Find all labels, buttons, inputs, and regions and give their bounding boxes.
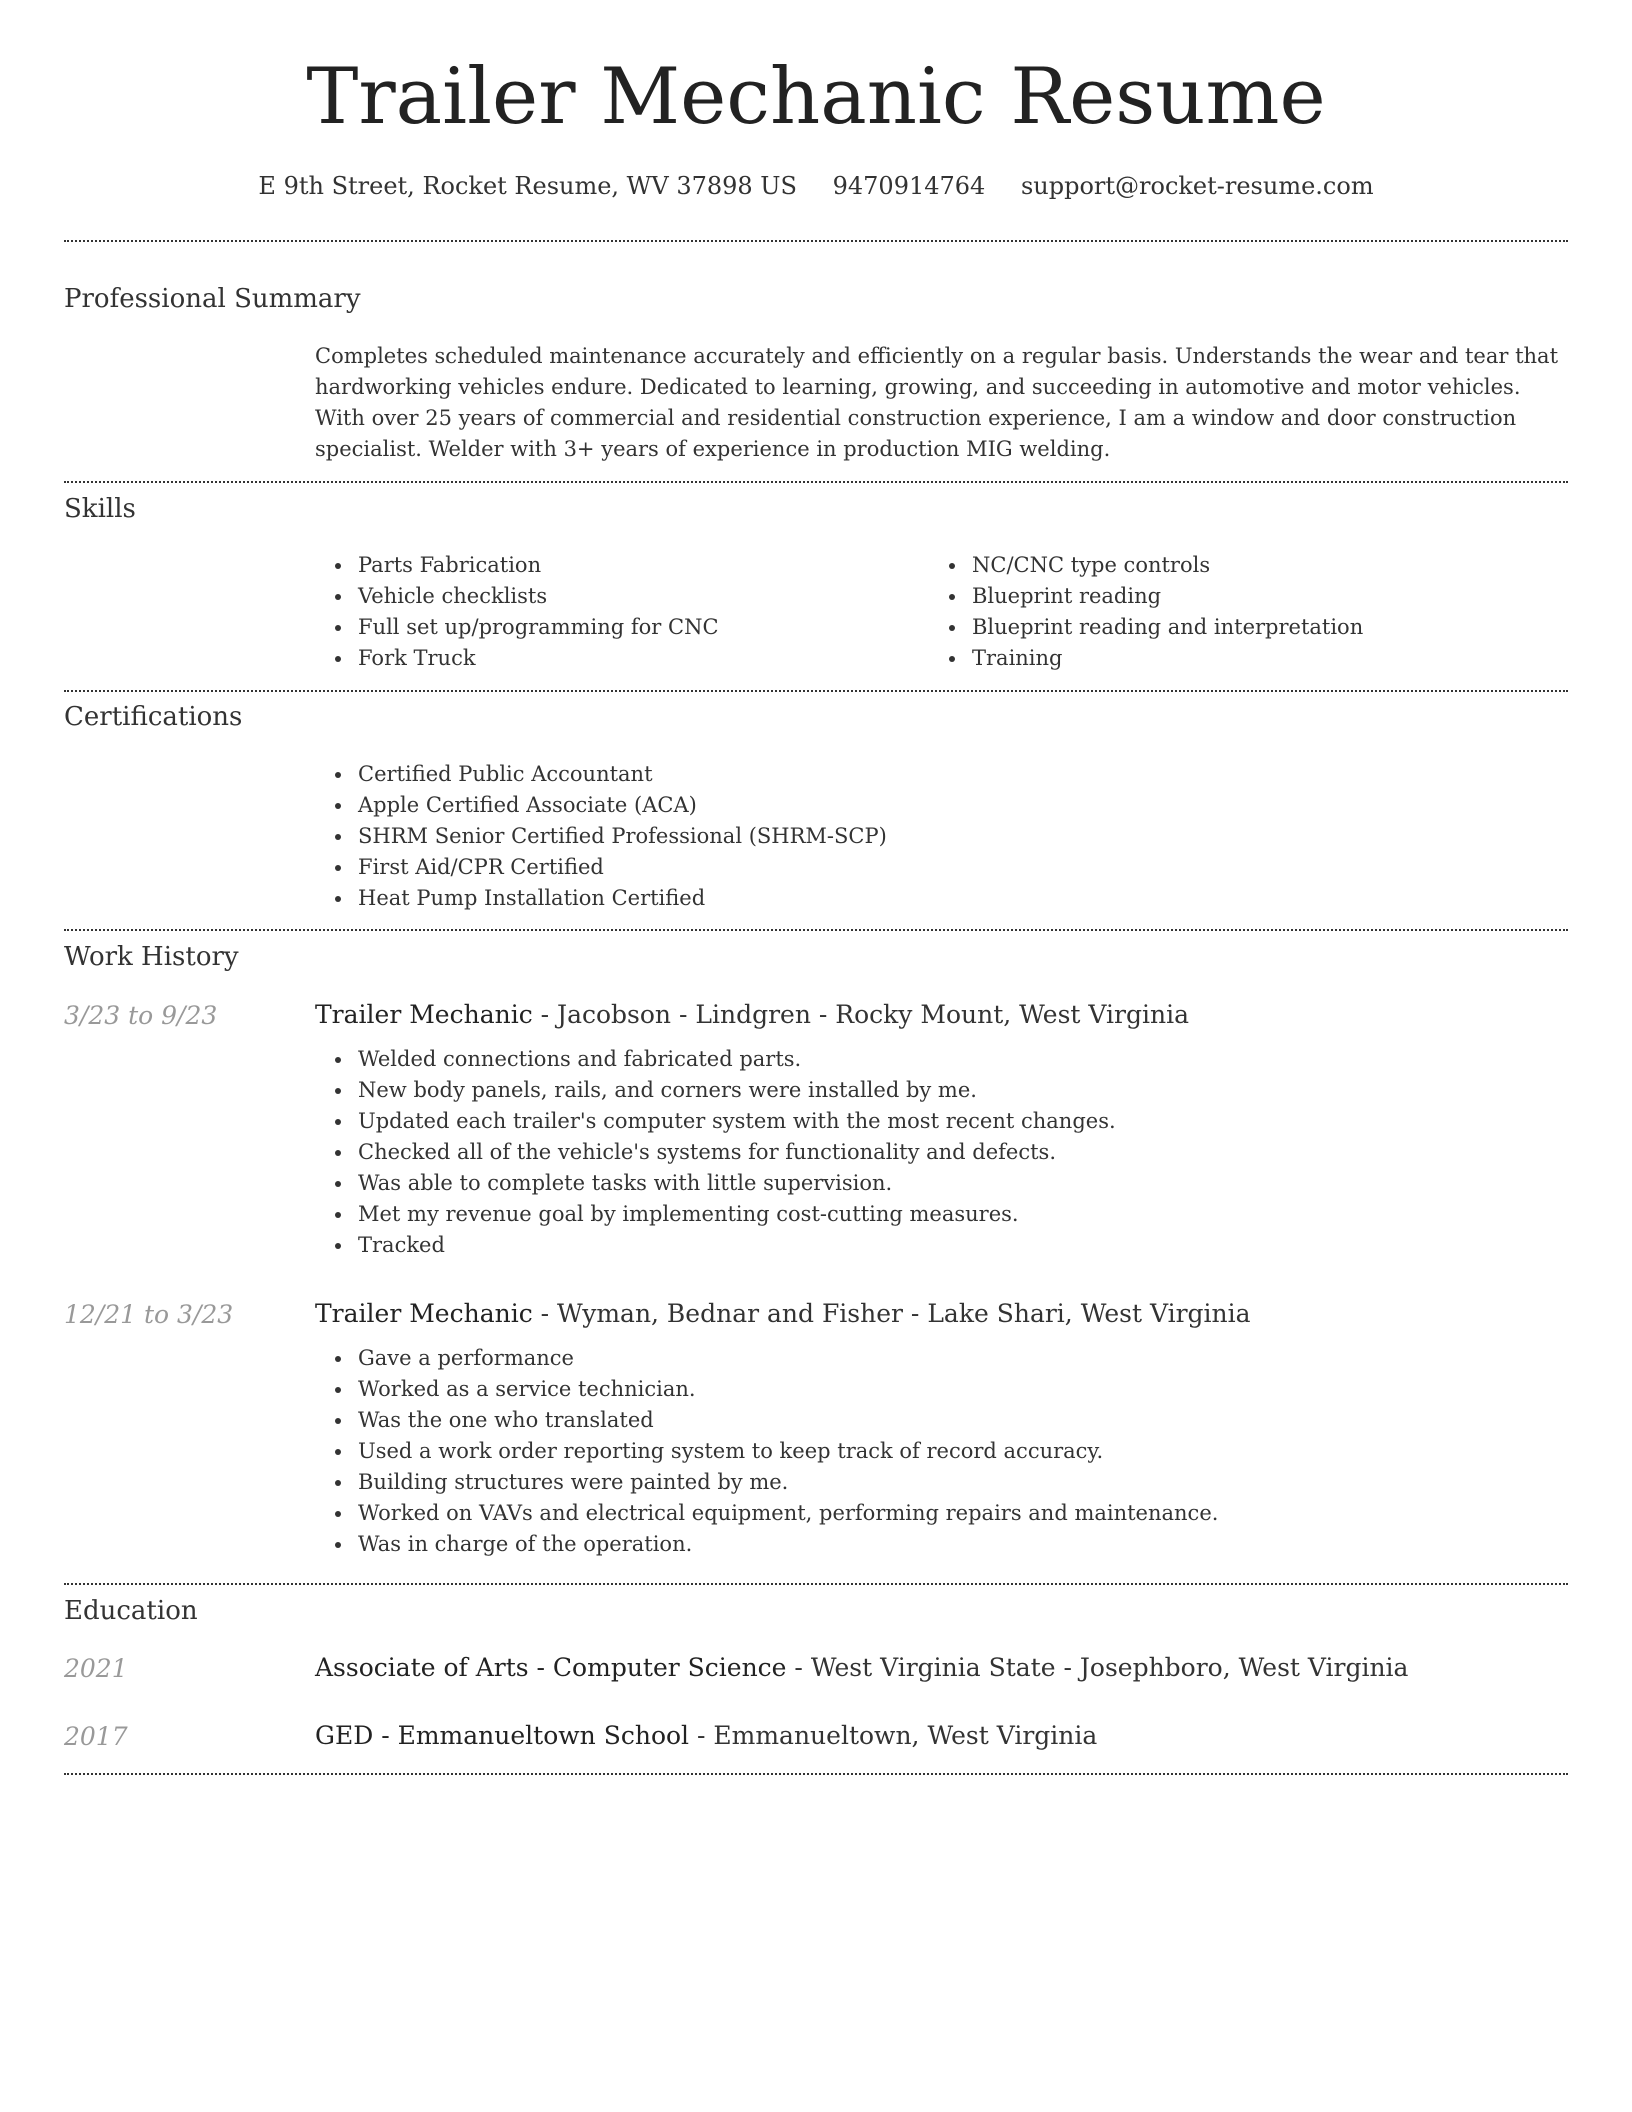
certification-item: Apple Certified Associate (ACA): [315, 790, 1568, 821]
divider: [64, 1583, 1568, 1585]
job-details: - Jacobson - Lindgren - Rocky Mount, West Virginia: [532, 1000, 1189, 1029]
job-bullet: Worked on VAVs and electrical equipment, performing repairs and maintenance.: [315, 1498, 1568, 1529]
contact-phone: 9470914764: [832, 172, 986, 200]
education-degree: Associate of Arts - Computer Science: [315, 1653, 787, 1682]
job-header: [315, 1000, 1568, 1029]
certifications-heading: Certifications: [64, 702, 243, 732]
work-heading: Work History: [64, 942, 239, 972]
job-bullet: Used a work order reporting system to keep track of record accuracy.: [315, 1436, 1568, 1467]
certification-item: Heat Pump Installation Certified: [315, 883, 1568, 914]
job-bullets: [315, 1343, 1568, 1560]
education-details: - West Virginia State - Josephboro, West Virginia: [786, 1653, 1409, 1682]
skill-item: Blueprint reading: [929, 581, 1529, 612]
contact-address: E 9th Street, Rocket Resume, WV 37898 US: [258, 172, 797, 200]
job-bullet: Was the one who translated: [315, 1405, 1568, 1436]
job-entry: [315, 1000, 1568, 1261]
job-bullet: Building structures were painted by me.: [315, 1467, 1568, 1498]
skill-item: Vehicle checklists: [315, 581, 915, 612]
education-entry: [315, 1653, 1568, 1682]
divider: [64, 481, 1568, 483]
divider: [64, 240, 1568, 242]
job-bullet: Checked all of the vehicle's systems for functionality and defects.: [315, 1137, 1568, 1168]
education-degree: GED - Emmanueltown School: [315, 1721, 690, 1750]
skill-item: Fork Truck: [315, 643, 915, 674]
resume-title: Trailer Mechanic Resume: [306, 52, 1326, 142]
summary-heading: Professional Summary: [64, 284, 361, 314]
skills-section: [315, 550, 1568, 674]
divider: [64, 929, 1568, 931]
job-details: - Wyman, Bednar and Fisher - Lake Shari, West Virginia: [532, 1299, 1251, 1328]
certification-item: SHRM Senior Certified Professional (SHRM-SCP): [315, 821, 1568, 852]
contact-line: [64, 172, 1568, 200]
divider: [64, 690, 1568, 692]
certifications-section: [315, 759, 1568, 914]
job-title: Trailer Mechanic: [315, 1299, 533, 1328]
skill-item: NC/CNC type controls: [929, 550, 1529, 581]
job-bullet: Met my revenue goal by implementing cost-cutting measures.: [315, 1199, 1568, 1230]
job-bullet: Was in charge of the operation.: [315, 1529, 1568, 1560]
job-dates: 12/21 to 3/23: [64, 1300, 234, 1329]
skill-item: Blueprint reading and interpretation: [929, 612, 1529, 643]
divider: [64, 1773, 1568, 1775]
job-entry: [315, 1299, 1568, 1560]
certification-item: Certified Public Accountant: [315, 759, 1568, 790]
certifications-list: [315, 759, 1568, 914]
skill-item: Training: [929, 643, 1529, 674]
education-details: - Emmanueltown, West Virginia: [689, 1721, 1098, 1750]
skill-item: Parts Fabrication: [315, 550, 915, 581]
contact-email: support@rocket-resume.com: [1020, 172, 1374, 200]
summary-section: [315, 341, 1568, 465]
job-bullet: Was able to complete tasks with little supervision.: [315, 1168, 1568, 1199]
job-bullets: [315, 1044, 1568, 1261]
job-header: [315, 1299, 1568, 1328]
job-bullet: Worked as a service technician.: [315, 1374, 1568, 1405]
skill-item: Full set up/programming for CNC: [315, 612, 915, 643]
job-bullet: Gave a performance: [315, 1343, 1568, 1374]
job-title: Trailer Mechanic: [315, 1000, 533, 1029]
skills-heading: Skills: [64, 494, 136, 524]
job-dates: 3/23 to 9/23: [64, 1001, 218, 1030]
job-bullet: New body panels, rails, and corners were installed by me.: [315, 1075, 1568, 1106]
certification-item: First Aid/CPR Certified: [315, 852, 1568, 883]
education-entry: [315, 1721, 1568, 1750]
job-bullet: Tracked: [315, 1230, 1568, 1261]
education-year: 2021: [64, 1654, 128, 1683]
education-heading: Education: [64, 1596, 198, 1626]
skills-list-right: [929, 550, 1529, 674]
job-bullet: Updated each trailer's computer system with the most recent changes.: [315, 1106, 1568, 1137]
education-year: 2017: [64, 1722, 128, 1751]
summary-text: Completes scheduled maintenance accurately and efficiently on a regular basis. Understands the wear and tear that hardworking vehicles endure. Dedicated to learning, growing, and succeeding in automotive and motor vehicles. With over 25 years of commercial and residential construction experience, I am a window and door construction specialist. Welder with 3+ years of experience in production MIG welding.: [315, 344, 1559, 461]
job-bullet: Welded connections and fabricated parts.: [315, 1044, 1568, 1075]
skills-list-left: [315, 550, 915, 674]
